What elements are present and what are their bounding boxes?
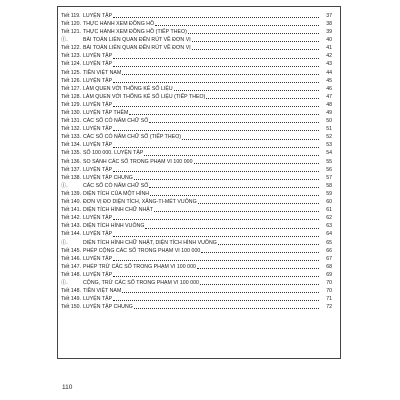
toc-entry-page: 56 xyxy=(326,166,332,173)
toc-entry xyxy=(61,19,332,27)
toc-entry-title: SỐ 100 000. LUYỆN TẬP xyxy=(83,150,144,157)
toc-entry-title: THỰC HÀNH XEM ĐỒNG HỒ (TIẾP THEO) xyxy=(83,29,187,36)
dot-leader xyxy=(192,40,319,42)
dot-leader xyxy=(154,210,319,212)
toc-entry-page: 48 xyxy=(326,101,332,108)
toc-entry-page: 66 xyxy=(326,247,332,254)
toc-entry xyxy=(61,60,332,68)
table-of-contents xyxy=(61,11,332,310)
dot-leader xyxy=(113,105,319,107)
toc-entry-number: Tiết 129. xyxy=(61,101,81,108)
toc-entry-page: 45 xyxy=(326,77,332,84)
dot-leader xyxy=(188,32,319,34)
toc-entry xyxy=(61,11,332,19)
toc-entry xyxy=(61,262,332,270)
dot-leader xyxy=(155,24,319,26)
toc-entry-number: Tiết 135. xyxy=(61,150,81,157)
toc-entry-page: 52 xyxy=(326,134,332,141)
dot-leader xyxy=(149,121,319,123)
toc-entry-number: Tiết 139. xyxy=(61,190,81,197)
dot-leader xyxy=(113,65,319,67)
toc-entry-number: Tiết 127. xyxy=(61,85,81,92)
toc-entry-number: Tiết 141. xyxy=(61,207,81,214)
toc-entry-page: 51 xyxy=(326,126,332,133)
toc-entry-number: Tiết 145. xyxy=(61,247,81,254)
toc-entry xyxy=(61,294,332,302)
toc-entry-title: LUYỆN TẬP THÊM xyxy=(83,110,129,117)
toc-entry-page: 61 xyxy=(326,207,332,214)
toc-entry xyxy=(61,173,332,181)
dot-leader xyxy=(192,48,319,50)
toc-entry-page: 63 xyxy=(326,223,332,230)
toc-entry-page: 38 xyxy=(326,20,332,27)
toc-entry-title: LUYỆN TẬP CHUNG xyxy=(83,174,133,181)
toc-entry-title: TIỀN VIỆT NAM xyxy=(83,288,122,295)
toc-entry-title: LUYỆN TẬP xyxy=(83,271,113,278)
toc-entry xyxy=(61,213,332,221)
toc-entry-page: 47 xyxy=(326,93,332,100)
toc-entry-page: 53 xyxy=(326,142,332,149)
toc-entry-page: 70 xyxy=(326,279,332,286)
toc-entry xyxy=(61,230,332,238)
toc-entry xyxy=(61,270,332,278)
dot-leader xyxy=(122,73,319,75)
toc-entry-title: TIỀN VIỆT NAM xyxy=(83,69,122,76)
toc-entry xyxy=(61,43,332,51)
toc-entry-number: Tiết 123. xyxy=(61,53,81,60)
toc-entry-number: Tiết 147. xyxy=(61,263,81,270)
toc-entry-page: 69 xyxy=(326,271,332,278)
toc-entry xyxy=(61,286,332,294)
toc-entry-number: Tiết 137. xyxy=(61,166,81,173)
toc-entry-title: DIỆN TÍCH CỦA MỘT HÌNH xyxy=(83,190,150,197)
toc-entry-number: Ⓘ. xyxy=(61,279,68,286)
dot-leader xyxy=(113,259,319,261)
dot-leader xyxy=(182,138,319,140)
toc-entry xyxy=(61,246,332,254)
toc-entry-title: BÀI TOÁN LIÊN QUAN ĐẾN RÚT VỀ ĐƠN VỊ xyxy=(83,45,191,52)
toc-entry-page: 68 xyxy=(326,263,332,270)
toc-entry-number: Tiết 128. xyxy=(61,93,81,100)
toc-entry xyxy=(61,205,332,213)
toc-entry-page: 55 xyxy=(326,158,332,165)
toc-entry-title: SO SÁNH CÁC SỐ TRONG PHẠM VI 100 000 xyxy=(83,158,193,165)
toc-entry-title: LUYỆN TẬP xyxy=(83,126,113,133)
dot-leader xyxy=(122,291,319,293)
dot-leader xyxy=(144,154,319,156)
toc-entry-page: 64 xyxy=(326,231,332,238)
toc-entry-title: CÁC SỐ CÓ NĂM CHỮ SỐ xyxy=(83,182,149,189)
dot-leader xyxy=(113,299,319,301)
toc-entry-page: 60 xyxy=(326,199,332,206)
toc-entry-page: 72 xyxy=(326,304,332,311)
toc-entry-number: Tiết 120. xyxy=(61,20,81,27)
toc-entry xyxy=(61,278,332,286)
toc-entry-number: Tiết 121. xyxy=(61,29,81,36)
toc-entry-title: LUYỆN TẬP xyxy=(83,255,113,262)
toc-entry xyxy=(61,197,332,205)
toc-entry-page: 49 xyxy=(326,110,332,117)
dot-leader xyxy=(134,307,319,309)
toc-entry-title: LUYỆN TẬP xyxy=(83,12,113,19)
toc-entry-title: BÀI TOÁN LIÊN QUAN ĐẾN RÚT VỀ ĐƠN VỊ xyxy=(83,37,191,44)
toc-entry-title: THỰC HÀNH XEM ĐỒNG HỒ xyxy=(83,20,155,27)
toc-entry-page: 44 xyxy=(326,69,332,76)
toc-entry-number: Ⓘ. xyxy=(61,37,68,44)
toc-entry-page: 40 xyxy=(326,37,332,44)
toc-entry-number: Tiết 138. xyxy=(61,174,81,181)
toc-entry-number: Tiết 119. xyxy=(61,12,81,19)
toc-entry-number: Tiết 148. xyxy=(61,271,81,278)
toc-entry-number: Tiết 134. xyxy=(61,142,81,149)
toc-entry-page: 71 xyxy=(326,296,332,303)
toc-entry-title: LUYỆN TẬP xyxy=(83,101,113,108)
toc-entry xyxy=(61,35,332,43)
toc-entry-number: Tiết 142. xyxy=(61,215,81,222)
dot-leader xyxy=(206,97,319,99)
toc-entry-number: Tiết 131. xyxy=(61,118,81,125)
toc-entry xyxy=(61,92,332,100)
toc-entry xyxy=(61,116,332,124)
toc-entry-title: DIỆN TÍCH HÌNH CHỮ NHẬT, DIỆN TÍCH HÌNH VUÔNG xyxy=(83,239,217,246)
toc-entry-page: 41 xyxy=(326,45,332,52)
toc-entry xyxy=(61,84,332,92)
toc-entry-page: 37 xyxy=(326,12,332,19)
dot-leader xyxy=(150,194,319,196)
toc-entry-page: 65 xyxy=(326,239,332,246)
dot-leader xyxy=(201,251,319,253)
toc-entry-title: PHÉP TRỪ CÁC SỐ TRONG PHẠM VI 100 000 xyxy=(83,263,196,270)
toc-entry-page: 39 xyxy=(326,29,332,36)
dot-leader xyxy=(198,202,319,204)
toc-entry xyxy=(61,100,332,108)
toc-entry-page: 54 xyxy=(326,150,332,157)
dot-leader xyxy=(134,178,319,180)
dot-leader xyxy=(200,283,319,285)
toc-entry-title: CÁC SỐ CÓ NĂM CHỮ SỐ (TIẾP THEO) xyxy=(83,134,182,141)
toc-entry-number: Tiết 150. xyxy=(61,304,81,311)
toc-entry-number: Tiết 148. xyxy=(61,288,81,295)
toc-entry-number: Tiết 136. xyxy=(61,158,81,165)
toc-entry-title: PHÉP CỘNG CÁC SỐ TRONG PHẠM VI 100 000 xyxy=(83,247,201,254)
toc-entry-title: LUYỆN TẬP xyxy=(83,142,113,149)
toc-entry-title: ĐƠN VỊ ĐO DIỆN TÍCH, XĂNG-TI-MÉT VUÔNG xyxy=(83,199,197,206)
toc-entry-number: Tiết 125. xyxy=(61,69,81,76)
toc-entry-number: Tiết 126. xyxy=(61,77,81,84)
dot-leader xyxy=(145,227,319,229)
toc-entry xyxy=(61,141,332,149)
dot-leader xyxy=(149,186,319,188)
toc-entry-title: LUYỆN TẬP xyxy=(83,61,113,68)
toc-entry xyxy=(61,181,332,189)
toc-entry-number: Tiết 140. xyxy=(61,199,81,206)
toc-entry-page: 42 xyxy=(326,53,332,60)
toc-entry-title: LUYỆN TẬP xyxy=(83,53,113,60)
toc-entry-page: 50 xyxy=(326,118,332,125)
toc-entry xyxy=(61,76,332,84)
dot-leader xyxy=(113,129,319,131)
toc-entry xyxy=(61,157,332,165)
toc-entry xyxy=(61,189,332,197)
toc-entry-title: LUYỆN TẬP xyxy=(83,77,113,84)
dot-leader xyxy=(174,89,319,91)
toc-entry-title: DIỆN TÍCH HÌNH VUÔNG xyxy=(83,223,145,230)
toc-entry-title: DIỆN TÍCH HÌNH CHỮ NHẬT xyxy=(83,207,154,214)
toc-entry-title: LÀM QUEN VỚI THỐNG KÊ SỐ LIỆU xyxy=(83,85,173,92)
toc-entry-number: Tiết 133. xyxy=(61,134,81,141)
toc-entry xyxy=(61,68,332,76)
toc-entry-page: 43 xyxy=(326,61,332,68)
toc-entry-number: Ⓘ. xyxy=(61,182,68,189)
dot-leader xyxy=(129,113,319,115)
toc-entry xyxy=(61,132,332,140)
toc-entry-page: 46 xyxy=(326,85,332,92)
toc-entry-number: Tiết 143. xyxy=(61,223,81,230)
dot-leader xyxy=(113,218,319,220)
toc-entry-page: 59 xyxy=(326,190,332,197)
toc-entry-number: Tiết 146. xyxy=(61,255,81,262)
toc-entry-page: 67 xyxy=(326,255,332,262)
toc-entry xyxy=(61,108,332,116)
dot-leader xyxy=(113,16,319,18)
toc-entry-title: LUYỆN TẬP xyxy=(83,296,113,303)
toc-entry-title: CÁC SỐ CÓ NĂM CHỮ SỐ xyxy=(83,118,149,125)
dot-leader xyxy=(113,235,319,237)
dot-leader xyxy=(113,57,319,59)
toc-entry xyxy=(61,254,332,262)
dot-leader xyxy=(194,162,319,164)
dot-leader xyxy=(113,275,319,277)
dot-leader xyxy=(113,81,319,83)
toc-entry-number: Tiết 122. xyxy=(61,45,81,52)
toc-entry-number: Tiết 132. xyxy=(61,126,81,133)
toc-entry-number: Tiết 144. xyxy=(61,231,81,238)
dot-leader xyxy=(218,243,319,245)
dot-leader xyxy=(113,170,319,172)
toc-entry-number: Tiết 149. xyxy=(61,296,81,303)
toc-entry-title: LUYỆN TẬP CHUNG xyxy=(83,304,133,311)
dot-leader xyxy=(197,267,319,269)
toc-entry-number: Ⓘ. xyxy=(61,239,68,246)
toc-entry-title: LUYỆN TẬP xyxy=(83,166,113,173)
toc-entry-number: Tiết 124. xyxy=(61,61,81,68)
page-number: 110 xyxy=(62,384,73,391)
toc-entry-page: 57 xyxy=(326,174,332,181)
toc-entry-page: 58 xyxy=(326,182,332,189)
toc-entry xyxy=(61,238,332,246)
toc-entry xyxy=(61,221,332,229)
toc-entry-title: LUYỆN TẬP xyxy=(83,231,113,238)
toc-entry-number: Tiết 130. xyxy=(61,110,81,117)
toc-entry-title: LUYỆN TẬP xyxy=(83,215,113,222)
toc-entry xyxy=(61,302,332,310)
toc-entry xyxy=(61,149,332,157)
toc-entry xyxy=(61,124,332,132)
toc-entry xyxy=(61,51,332,59)
dot-leader xyxy=(113,146,319,148)
toc-entry xyxy=(61,165,332,173)
toc-entry-title: CỘNG, TRỪ CÁC SỐ TRONG PHẠM VI 100 000 xyxy=(83,279,199,286)
toc-entry-title: LÀM QUEN VỚI THỐNG KÊ SỐ LIỆU (TIẾP THEO) xyxy=(83,93,206,100)
toc-entry-page: 62 xyxy=(326,215,332,222)
toc-entry xyxy=(61,27,332,35)
toc-entry-page: 70 xyxy=(326,288,332,295)
